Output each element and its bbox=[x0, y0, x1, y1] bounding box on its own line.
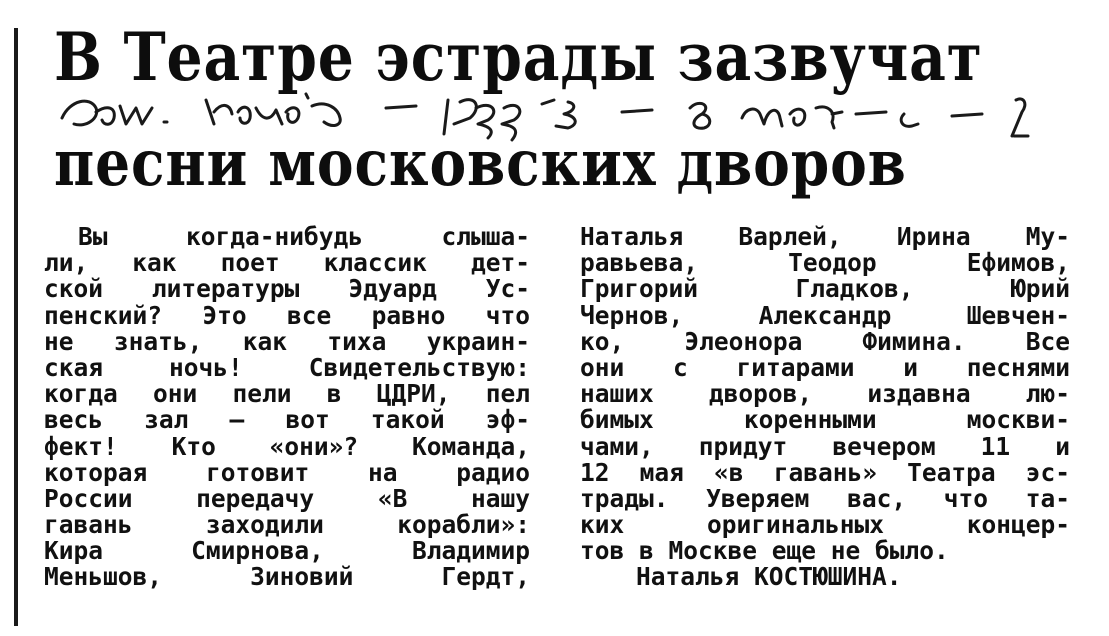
text-line: трады. Уверяем вас, что та- bbox=[580, 485, 1070, 513]
text-line: Чернов, Александр Шевчен- bbox=[580, 302, 1070, 329]
text-line: Григорий Гладков, Юрий bbox=[580, 276, 1070, 303]
text-line: которая готовит на радио bbox=[44, 459, 530, 486]
text-line: Наталья Варлей, Ирина Му- bbox=[580, 224, 1070, 251]
column-rule bbox=[14, 28, 18, 626]
text-line: России передачу «В нашу bbox=[44, 485, 530, 513]
text-line: Вы когда-нибудь слыша- bbox=[78, 224, 530, 251]
text-line: не знать, как тиха украин- bbox=[44, 328, 530, 355]
text-line: ли, как поет классик дет- bbox=[44, 250, 530, 277]
headline-line-1: В Театре эстрады зазвучат bbox=[54, 18, 983, 96]
text-line: бимых коренными москви- bbox=[580, 407, 1070, 434]
text-line: наших дворов, издавна лю- bbox=[580, 381, 1070, 408]
text-line: 12 мая «в гавань» Театра эс- bbox=[580, 459, 1070, 486]
text-line: равьева, Теодор Ефимов, bbox=[580, 250, 1070, 277]
text-line: ко, Элеонора Фимина. Все bbox=[580, 328, 1070, 355]
text-line: пенский? Это все равно что bbox=[44, 302, 530, 329]
article-column-right bbox=[580, 224, 1070, 591]
text-line: весь зал — вот такой эф- bbox=[44, 407, 530, 434]
article-column-left bbox=[44, 224, 530, 591]
headline-line-2: песни московских дворов bbox=[54, 126, 907, 201]
text-line: ской литературы Эдуард Ус- bbox=[44, 276, 530, 303]
text-line: тов в Москве еще не было. bbox=[580, 538, 949, 565]
text-line: фект! Кто «они»? Команда, bbox=[44, 433, 530, 460]
text-line: Меньшов, Зиновий Гердт, bbox=[44, 564, 530, 591]
text-line: чами, придут вечером 11 и bbox=[580, 433, 1070, 460]
text-line: Кира Смирнова, Владимир bbox=[44, 538, 530, 565]
text-line: когда они пели в ЦДРИ, пел bbox=[44, 381, 530, 408]
text-line: ких оригинальных концер- bbox=[580, 512, 1070, 539]
author-byline: Наталья КОСТЮШИНА. bbox=[636, 564, 902, 591]
text-line: ская ночь! Свидетельствую: bbox=[44, 354, 530, 382]
text-line: гавань заходили корабли»: bbox=[44, 512, 530, 539]
text-line: они с гитарами и песнями bbox=[580, 354, 1070, 382]
